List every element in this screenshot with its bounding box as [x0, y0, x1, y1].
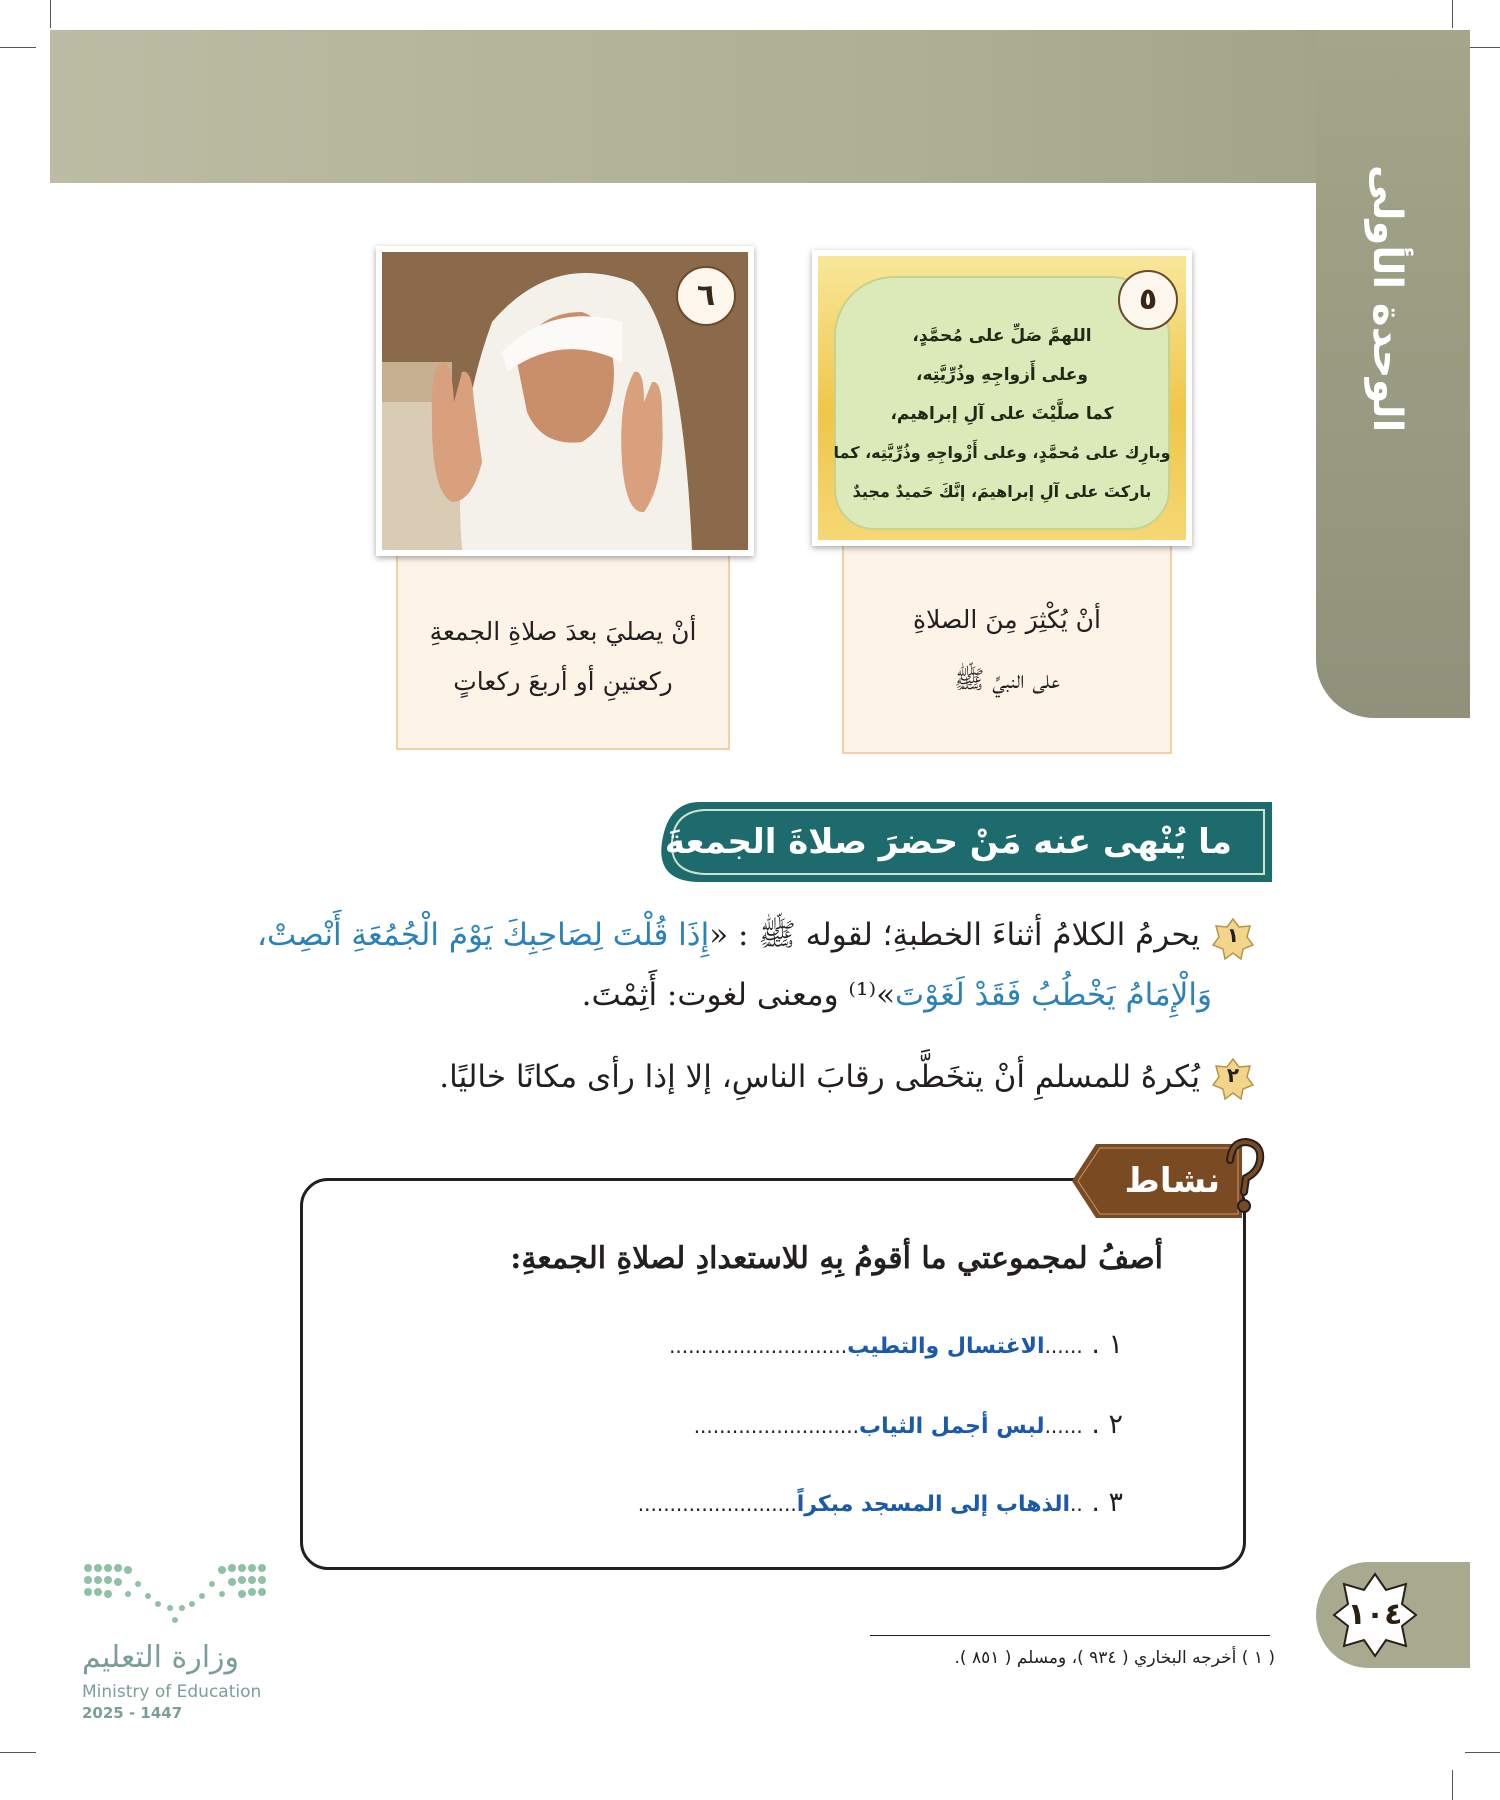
rule-1-text-start: يحرمُ الكلامُ أثناءَ الخطبةِ؛ لقوله ﷺ : «: [709, 917, 1200, 953]
footnote-divider: [870, 1635, 1270, 1636]
footnote: ( ١ ) أخرجه البخاري ( ٩٣٤ )، ومسلم ( ٨٥١ ).: [954, 1648, 1275, 1668]
activity-item-3-lead-dots: ..: [1070, 1492, 1083, 1516]
activity-item-3-number: ٣ .: [1091, 1487, 1123, 1518]
rule-2-marker: [1212, 1058, 1254, 1100]
dua-line-3: كما صلَّيْتَ على آلِ إبراهيم،: [890, 404, 1114, 424]
rule-1-hadith-part2: وَالْإِمَامُ يَخْطُبُ فَقَدْ لَغَوْتَ: [895, 977, 1212, 1013]
activity-label: نشاط: [1124, 1161, 1220, 1201]
crop-mark: [1465, 1752, 1500, 1753]
activity-item-1-trail-dots: ............................: [669, 1334, 848, 1358]
crop-mark: [1452, 1770, 1453, 1800]
activity-box: [300, 1178, 1246, 1570]
activity-item-1-lead-dots: ......: [1044, 1334, 1083, 1358]
card-6-caption-line1: أنْ يصليَ بعدَ صلاةِ الجمعةِ: [429, 617, 697, 646]
card-5-dua-image: [812, 250, 1192, 546]
activity-item-2-answer[interactable]: لبس أجمل الثياب: [858, 1414, 1045, 1439]
unit-title: الوحدة الأولى: [1364, 165, 1410, 433]
card-6-caption-line2: ركعتينِ أو أربعَ ركعاتٍ: [453, 667, 673, 696]
page-number: ١٠٤: [1347, 1597, 1403, 1632]
activity-item-2-lead-dots: ......: [1044, 1414, 1083, 1438]
card-5-caption-line2: على النبيِّ ﷺ: [954, 665, 1060, 694]
dua-line-1: اللهمَّ صَلِّ على مُحمَّدٍ،: [912, 326, 1092, 346]
dua-line-5: باركتَ على آلِ إبراهيمَ، إنَّكَ حَميدٌ مجيدٌ: [852, 482, 1152, 501]
crop-mark: [0, 1752, 36, 1753]
page-number-band: [1316, 1562, 1470, 1668]
card-6-prayer-photo: [376, 246, 754, 556]
activity-prompt: أصفُ لمجموعتي ما أقومُ بِهِ للاستعدادِ لصلاةِ الجمعةِ:: [510, 1241, 1163, 1276]
card-6-caption-box: [396, 536, 730, 750]
rule-1-number: ١: [1226, 923, 1240, 947]
card-5-caption-line1: أنْ يُكْثِرَ مِنَ الصلاةِ: [913, 605, 1101, 634]
ministry-name-english: Ministry of Education: [82, 1682, 262, 1702]
activity-item-3-trail-dots: .........................: [637, 1492, 797, 1516]
crop-mark: [1452, 0, 1453, 28]
rule-1-hadith-part1: إِذَا قُلْتَ لِصَاحِبِكَ يَوْمَ الْجُمُعَةِ أَنْصِتْ،: [256, 917, 710, 953]
dua-line-4: وبارِك على مُحمَّدٍ، وعلى أَزْواجِهِ وذُرِّيَّتِه، كما: [833, 443, 1171, 462]
ministry-logo-icon: [82, 1560, 268, 1632]
section-banner: [656, 802, 1272, 882]
activity-item-2-trail-dots: ..........................: [693, 1414, 859, 1438]
rule-2-text: يُكرهُ للمسلمِ أنْ يتخَطَّى رقابَ الناسِ، إلا إذا رأى مكانًا خاليًا.: [439, 1059, 1200, 1095]
activity-item-1-answer[interactable]: الاغتسال والتطيب: [847, 1334, 1045, 1359]
activity-item-1-number: ١ .: [1091, 1329, 1123, 1360]
ministry-name-arabic: وزارة التعليم: [82, 1640, 240, 1675]
activity-item-2: [694, 1409, 1123, 1440]
crop-mark: [0, 47, 36, 48]
section-title: ما يُنْهى عنه مَنْ حضرَ صلاةَ الجمعةَ: [664, 822, 1232, 862]
header-band: [50, 30, 1470, 183]
crop-mark: [50, 0, 51, 28]
activity-item-2-number: ٢ .: [1091, 1409, 1123, 1440]
rule-1-text-end: »⁽¹⁾ ومعنى لغوت: أَثِمْتَ.: [581, 977, 896, 1013]
activity-item-3-answer[interactable]: الذهاب إلى المسجد مبكراً: [796, 1492, 1070, 1517]
rule-1-line1: [256, 906, 1200, 964]
card-6-number-badge: ٦: [676, 266, 736, 326]
rule-1-line2: [300, 966, 1212, 1024]
rule-2-number: ٢: [1226, 1063, 1240, 1087]
question-mark-icon: [1222, 1138, 1266, 1218]
activity-item-3: [638, 1487, 1123, 1518]
card-5-number-badge: ٥: [1118, 270, 1178, 330]
ministry-year: 2025 - 1447: [82, 1704, 183, 1722]
activity-tab: [1072, 1144, 1264, 1218]
dua-line-2: وعلى أَزواجِهِ وذُرِّيَّتِه،: [916, 365, 1088, 385]
crop-mark: [1465, 47, 1500, 48]
rule-1-marker: [1212, 918, 1254, 960]
card-5-caption-box: [842, 536, 1172, 754]
activity-item-1: [669, 1329, 1123, 1360]
